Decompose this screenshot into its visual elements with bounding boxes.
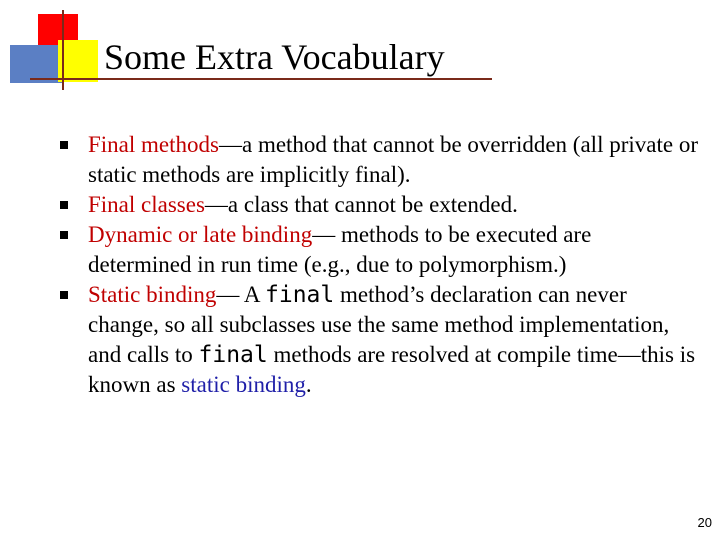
bullet-dynamic-binding (60, 220, 700, 280)
bullet-square-icon (60, 141, 68, 149)
code-final-keyword: final (198, 342, 268, 368)
bullet-square-icon (60, 201, 68, 209)
term-final-methods: Final methods (88, 132, 219, 157)
bullet-square-icon (60, 231, 68, 239)
highlight-static-binding: static binding (181, 372, 306, 397)
page-number: 20 (697, 515, 712, 530)
definition-static-binding-part-a: — A (216, 282, 265, 307)
code-final-keyword: final (265, 282, 335, 308)
definition-final-methods: —a method that cannot be overridden (all private or static methods are implicitly final). (88, 132, 698, 187)
definition-static-binding-part-b: method’s declaration can never change, so all subclasses use the same method implementation, and calls to (88, 282, 670, 367)
bullet-final-classes (60, 190, 700, 220)
term-dynamic-binding: Dynamic or late binding (88, 222, 313, 247)
term-final-classes: Final classes (88, 192, 205, 217)
bullet-square-icon (60, 291, 68, 299)
logo-yellow-square (58, 40, 98, 82)
definition-static-binding-part-c: methods are resolved at compile time—this is known as (88, 342, 696, 397)
title-underline (30, 78, 492, 80)
bullet-final-methods (60, 130, 700, 190)
slide-title: Some Extra Vocabulary (104, 37, 445, 77)
definition-static-binding-part-d: . (305, 372, 312, 397)
definition-final-classes: —a class that cannot be extended. (204, 192, 518, 217)
term-static-binding: Static binding (88, 282, 217, 307)
definition-dynamic-binding: — methods to be executed are determined in run time (e.g., due to polymorphism.) (88, 222, 592, 277)
bullet-list (60, 130, 700, 400)
bullet-static-binding (60, 280, 700, 400)
